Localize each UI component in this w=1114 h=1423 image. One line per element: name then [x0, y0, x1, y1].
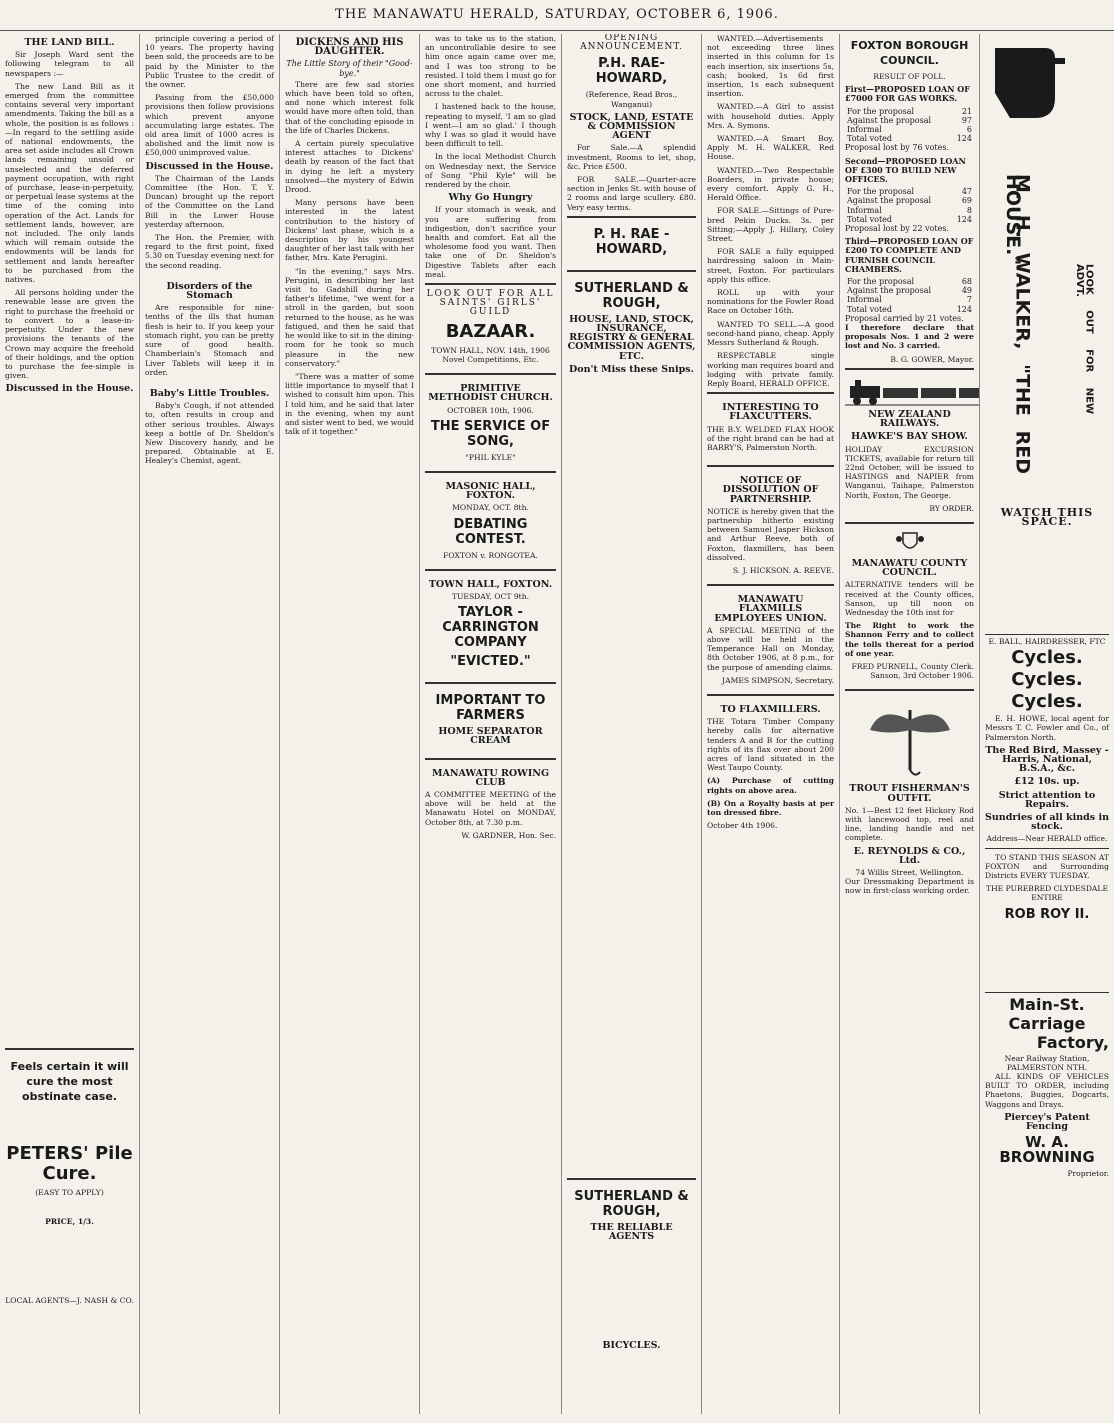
ad-sundries: Sundries of all kinds in stock.	[985, 812, 1109, 833]
classified-ad: WANTED TO SELL.—A good second-hand piano, cheap. Apply Messrs Sutherland & Rough.	[707, 319, 835, 348]
coat-of-arms-icon	[895, 529, 925, 555]
fishing-fly-icon	[860, 700, 960, 780]
poll-row-label: Against the proposal	[847, 115, 932, 125]
poll-row	[845, 286, 974, 295]
article-paragraph: Baby's Cough, if not attended to, often results in croup and other serious troubles. Always keep a bottle of Dr. Sheldon's New Discovery handy, and be prepared. Obtainable at E. Healey's Chemist, agent.	[145, 401, 274, 466]
poll-row	[845, 107, 974, 116]
ad-address: Near Railway Station, PALMERSTON NTH.	[1004, 1053, 1090, 1072]
column-wanted	[702, 34, 840, 1414]
classified-ad: WANTED.—A Girl to assist with household duties. Apply Mrs. A. Symons.	[707, 102, 834, 130]
advert-county	[845, 522, 974, 685]
advert-rowing	[425, 758, 556, 845]
ad-subtitle: (Reference, Read Bros., Wanganui)	[585, 90, 678, 109]
article-paragraph: principle covering a period of 10 years. The property having been sold, the proceeds are to be paid by the Minister to the Public Trustee to the credit of the owner.	[145, 34, 274, 90]
ad-text: ALL KINDS OF VEHICLES BUILT TO ORDER, including Phaetons, Buggies, Dogcarts, Waggons and Drays.	[985, 1072, 1109, 1109]
poll-row-count: 6	[966, 125, 972, 135]
advert-railways	[845, 368, 974, 518]
article-paragraph: The Chairman of the Lands Committee (the Hon. T. Y. Duncan) brought up the report of the Committee on the Land Bill in the Lower House yesterday afternoon.	[145, 173, 274, 229]
notice-title: NOTICE OF DISSOLUTION OF PARTNERSHIP.	[722, 475, 819, 505]
cycles-heading-1: Cycles.	[1011, 647, 1083, 669]
tender-option-b: (B) On a Royalty basis at per ton dressed fibre.	[707, 798, 834, 818]
poll-row-count: 97	[961, 115, 972, 125]
carriage-factory: Factory,	[1036, 1032, 1109, 1052]
ad-subtitle: THE RELIABLE AGENTS	[590, 1222, 673, 1243]
ad-date: TUESDAY, OCT 9th.	[451, 591, 530, 601]
ad-fencing: Piercey's Patent Fencing	[1004, 1111, 1090, 1133]
ad-text: No. 1—Best 12 feet Hickory Rod with lancewood top, reel and line, landing handle and net complete.	[845, 805, 974, 843]
ad-title: MANAWATU COUNTY COUNCIL.	[851, 557, 968, 579]
ad-detail: HOME SEPARATOR CREAM	[438, 726, 543, 747]
poll-result: Proposal lost by 22 votes.	[845, 224, 950, 234]
column-dickens-cont	[420, 34, 562, 1414]
poll-row-count: 69	[961, 196, 972, 206]
advert-bazaar	[425, 283, 556, 369]
poll-row-label: Informal	[847, 125, 882, 135]
divider	[985, 848, 1109, 849]
watch-space: WATCH THIS SPACE.	[1000, 506, 1094, 529]
advert-rae-howard-2	[567, 216, 696, 266]
classified-ad: RESPECTABLE single working man requires board and lodging with private family. Reply Board, HERALD OFFICE.	[707, 351, 834, 388]
poll-row-count: 21	[961, 106, 972, 116]
notice-signature: JAMES SIMPSON, Secretary.	[722, 675, 834, 685]
ad-signature: W. GARDNER, Hon. Sec.	[461, 830, 556, 840]
poll-row-count: 124	[956, 134, 972, 144]
section-heading: Baby's Little Troubles.	[149, 387, 270, 399]
classified-ad: ROLL up with your nominations for the Fowler Road Race on October 16th.	[707, 288, 834, 316]
advert-debate	[425, 471, 556, 565]
poll-row	[845, 215, 974, 224]
notice-signature: S. J. HICKSON. A. REEVE.	[732, 565, 834, 575]
ad-title: P.H. RAE-HOWARD,	[595, 56, 668, 87]
ad-address: 74 Willis Street, Wellington.	[855, 867, 964, 877]
ad-subtitle: RESULT OF POLL.	[873, 72, 946, 81]
poll-row-count: 124	[956, 214, 972, 224]
advert-cycles	[985, 634, 1109, 1178]
ad-title: MANAWATU ROWING CLUB	[431, 767, 550, 788]
notice-text: A SPECIAL MEETING of the above will be held in the Temperance Hall on Monday, 8th October 1906, at 8 p.m., for the purpose of amending claims.	[707, 625, 834, 672]
ad-text: E. H. HOWE, local agent for Messrs T. C. Fowler and Co., of Palmerston North.	[985, 714, 1109, 742]
ad-text: Our Dressmaking Department is now in first-class working order.	[845, 877, 974, 896]
advert-sutherland	[567, 270, 696, 382]
ad-title: SUTHERLAND & ROUGH,	[574, 1189, 689, 1219]
ad-title: TOWN HALL, FOXTON.	[428, 578, 553, 590]
poll-row	[845, 125, 974, 134]
column-rae-howard	[562, 34, 702, 1414]
classified-ad: FOR SALE.—Sittings of Pure-bred Pekin Ducks. 3s. per Sitting;—Apply J. Hillary, Coley Street.	[707, 206, 834, 244]
ad-text: FOR SALE.—Quarter-acre section in Jenks St. with house of 2 rooms and large scullery. £80. Very easy terms.	[567, 175, 696, 212]
article-paragraph: "In the evening," says Mrs. Perugini, in describing her last visit to Gadshill during her father's lifetime, "we went for a stroll in the garden, but soon returned to the house, as he was fatigued, and then he said that he would like to sit in the dining-room for he took so much pleasure in the new conservatory."	[285, 266, 414, 368]
ad-title: FOXTON BOROUGH COUNCIL.	[850, 39, 969, 67]
ad-headline: HAWKE'S BAY SHOW.	[851, 431, 968, 443]
pointing-hand-icon	[985, 38, 1075, 128]
poll-row	[845, 295, 974, 304]
advert-play	[425, 569, 556, 678]
ad-repairs: Strict attention to Repairs.	[998, 789, 1096, 810]
notice-dissolution	[707, 465, 834, 580]
poll-row-label: Informal	[847, 295, 882, 305]
poll-label: Second—PROPOSED LOAN OF £300 TO BUILD NEW OFFICES.	[845, 155, 966, 185]
ad-text: TO STAND THIS SEASON AT FOXTON and Surrounding Districts EVERY TUESDAY.	[985, 852, 1109, 881]
poll-label: First—PROPOSED LOAN OF £7000 FOR GAS WORKS.	[845, 84, 970, 104]
notice-text: THE Totara Timber Company hereby calls for alternative tenders A and B for the cutting rights of its flax over about 200 acres of land situated in the West Taupo County.	[707, 717, 834, 773]
poll-row-label: Total voted	[847, 214, 893, 224]
poll-row-count: 47	[961, 187, 972, 197]
ad-headline: IMPORTANT TO FARMERS	[435, 693, 546, 724]
advert-sutherland-2	[567, 1178, 696, 1359]
ad-proprietor: W. A. BROWNING	[999, 1133, 1095, 1167]
divider	[985, 992, 1109, 993]
poll-row	[845, 187, 974, 196]
poll-row-count: 68	[961, 277, 972, 287]
poll-results	[845, 85, 974, 323]
ad-trade: STOCK, LAND, ESTATE & COMMISSION AGENT	[569, 111, 694, 142]
notice-flaxmillers	[707, 694, 834, 835]
advert-trout	[845, 689, 974, 904]
poll-result: Proposal lost by 76 votes.	[845, 143, 950, 153]
ad-pretitle: LOOK OUT FOR ALL SAINTS' GIRLS' GUILD	[426, 289, 555, 318]
poll-row-count: 49	[961, 286, 972, 296]
ad-title: ROB ROY II.	[1004, 906, 1090, 922]
ad-headline: DEBATING CONTEST.	[453, 516, 528, 547]
poll-row	[845, 116, 974, 125]
poll-row-label: Against the proposal	[847, 196, 932, 206]
poll-row-label: For the proposal	[847, 187, 915, 197]
ad-address: Address—Near HERALD office.	[986, 834, 1108, 844]
ad-text: HOLIDAY EXCURSION TICKETS, available for return till 22nd October, will be issued to HASTINGS and NAPIER from Wanganui, Taihape, Palmerston North, Foxton, The George.	[845, 444, 974, 500]
section-heading: Why Go Hungry	[448, 192, 533, 204]
poll-row	[845, 277, 974, 286]
poll-row-label: Against the proposal	[847, 286, 932, 296]
notice-title: MANAWATU FLAXMILLS EMPLOYEES UNION.	[714, 594, 827, 624]
hairdresser: E. BALL, HAIRDRESSER, FTC	[985, 634, 1109, 646]
article-paragraph: There are few sad stories which have been told so often, and none which interest folk would have more often told, than that of the concluding episode in the life of Charles Dickens.	[285, 79, 414, 135]
ad-subtitle: (EASY TO APPLY)	[35, 1188, 104, 1197]
poll-result: Proposal carried by 21 votes.	[845, 313, 964, 323]
ad-proprietor-title: Proprietor.	[1067, 1169, 1109, 1179]
ad-headline: TAYLOR - CARRINGTON COMPANY	[442, 605, 539, 651]
notice-date: October 4th 1906.	[707, 821, 778, 831]
ad-title: P. H. RAE - HOWARD,	[593, 226, 670, 257]
advert-flax-hook	[707, 392, 834, 461]
ad-subtitle: HOUSE, LAND, STOCK, INSURANCE, REGISTRY & GENERAL COMMISSION AGENTS, ETC.	[567, 313, 696, 362]
article-paragraph: "There was a matter of some little importance to myself that I wished to consult him upon. This I told him, and he said that later in the evening, when my aunt and sister went to bed, we would talk of it together."	[285, 371, 414, 437]
ad-title: MASONIC HALL, FOXTON.	[445, 480, 536, 502]
ad-title: BAZAAR.	[445, 320, 536, 342]
new-advt-vertical: LOOK OUT FOR NEW ADVT.	[1074, 264, 1095, 414]
poll-row-label: For the proposal	[847, 277, 915, 287]
advert-church	[425, 373, 556, 467]
article-paragraph: The Hon. the Premier, with regard to the first point, fixed 5.30 on Tuesday evening next for the second reading.	[145, 233, 274, 270]
ad-text: For Sale.—A splendid investment, Rooms to let, shop, &c. Price £500.	[567, 143, 696, 171]
ad-price: PRICE, 1/3.	[45, 1217, 94, 1227]
train-icon	[845, 378, 980, 406]
article-paragraph: All persons holding under the renewable lease are given the right to purchase the freehold or to convert to a lease-in-perpetuity. Under the new provisions the tenants of the Crown may acquire the freehold of their holdings, and the option to purchase the fee-simple is given.	[5, 288, 134, 381]
classified-ad: WANTED.—Two Respectable Boarders, in private house; every comfort. Apply G. H., Herald Office.	[707, 165, 834, 203]
notice-text: NOTICE is hereby given that the partnership hitherto existing between Samuel Jasper Hickson and Arthur Reeve, both of Foxton, flaxmillers, has been dissolved.	[707, 506, 834, 562]
ad-text: THE B.Y. WELDED FLAX HOOK of the right brand can be had at BARRY'S, Palmerston North.	[707, 424, 834, 452]
tender-option-a: (A) Purchase of cutting rights on above area.	[707, 776, 834, 795]
poll-row	[845, 305, 974, 314]
poll-row-label: For the proposal	[847, 106, 915, 116]
ad-brand: PETERS' Pile Cure.	[6, 1143, 133, 1184]
classified-ad: WANTED.—A Smart Boy. Apply M. H. WALKER, Red House.	[707, 134, 834, 162]
ad-title: SUTHERLAND & ROUGH,	[574, 280, 689, 311]
column-dickens	[280, 34, 420, 1414]
article-subtitle: The Little Story of their "Good-bye."	[286, 59, 413, 78]
ad-pretitle: OPENING ANNOUNCEMENT.	[580, 34, 683, 53]
article-paragraph: A certain purely speculative interest attaches to Dickens' death by reason of the fact that in dying he left a mystery unsolved—the mystery of Edwin Drood.	[285, 139, 414, 195]
section-heading: Disorders of the Stomach	[166, 280, 253, 302]
ad-subtitle: THE PUREBRED CLYDESDALE ENTIRE	[986, 884, 1108, 903]
ad-detail: "EVICTED."	[450, 654, 531, 670]
ad-title: INTERESTING TO FLAXCUTTERS.	[722, 402, 819, 423]
ad-brands: The Red Bird, Massey - Harris, National, B.S.A., &c.	[985, 744, 1109, 775]
poll-row	[845, 134, 974, 143]
ad-headline: THE SERVICE OF SONG,	[430, 418, 551, 449]
masthead: THE MANAWATU HERALD, SATURDAY, OCTOBER 6, 1906.	[0, 0, 1114, 31]
mayor-signature: B. G. GOWER, Mayor.	[890, 354, 974, 364]
ad-signature: FRED PURNELL, County Clerk. Sanson, 3rd October 1906.	[851, 661, 974, 681]
ad-detail: BICYCLES.	[602, 1340, 661, 1352]
poll-table	[845, 187, 974, 224]
poll-row	[845, 196, 974, 205]
ad-title: TROUT FISHERMAN'S OUTFIT.	[849, 783, 970, 804]
article-title: DICKENS AND HIS DAUGHTER.	[295, 37, 404, 58]
ad-note: Novel Competitions, Etc.	[442, 354, 539, 364]
article-paragraph: I hastened back to the house, repeating to myself, 'I am so glad I went—I am so glad.' I though why I was so glad it would have been difficult to tell.	[425, 102, 556, 149]
ad-detail: "PHIL KYLE"	[465, 452, 516, 462]
ad-title: PRIMITIVE METHODIST CHURCH.	[428, 383, 553, 404]
poll-table	[845, 107, 974, 144]
article-paragraph: was to take us to the station, an uncontrollable desire to see him once again came over me, and I was too strong to be resisted. I told them I must go for one short moment, and hurried across to the chalet.	[425, 34, 556, 99]
article-paragraph: If your stomach is weak, and you are suffering from indigestion, don't sacrifice your health and comfort. Eat all the wholesome food you want. Then take one of Dr. Sheldon's Digestive Tablets after each meal.	[425, 205, 556, 279]
ad-detail: FOXTON v. RONGOTEA.	[443, 550, 538, 560]
ad-headline: Feels certain it will cure the most obstinate case.	[10, 1060, 129, 1103]
ad-bold-text: The Right to work the Shannon Ferry and to collect the tolls thereat for a period of one year.	[845, 621, 974, 658]
ad-firm: E. REYNOLDS & CO., Ltd.	[853, 845, 966, 866]
article-paragraph: Are responsible for nine-tenths of the ills that human flesh is heir to. If you keep your stomach right, you can be pretty sure of good health. Chamberlain's Stomach and Liver Tablets will keep it in order.	[145, 303, 274, 377]
column-land-bill	[0, 34, 140, 1414]
poll-row-count: 8	[966, 205, 972, 215]
article-paragraph: In the local Methodist Church on Wednesday next, the Service of Song "Phil Kyle" will be rendered by the choir.	[425, 152, 556, 190]
classified-ad: WANTED.—Advertisements not exceeding three lines inserted in this column for 1s each insertion, six insertions 5s, cash; booked, 1s 6d first insertion, 1s each subsequent insertion.	[707, 34, 834, 99]
article-title: THE LAND BILL.	[24, 37, 115, 48]
ad-price: £12 10s. up.	[1014, 776, 1080, 788]
carriage-heading: Carriage	[1008, 1013, 1086, 1033]
cycles-heading-2: Cycles.	[1011, 669, 1083, 691]
poll-declaration: I therefore declare that proposals Nos. 1 and 2 were lost and No. 3 carried.	[845, 323, 974, 351]
notice-union	[707, 584, 834, 690]
column-land-bill-cont	[140, 34, 280, 1414]
article-paragraph: Sir Joseph Ward sent the following telegram to all newspapers :—	[5, 50, 134, 78]
ad-text: ALTERNATIVE tenders will be received at the County offices, Sanson, up till noon on Wednesday the 10th inst for	[845, 580, 974, 617]
carriage-main: Main-St.	[1009, 994, 1085, 1014]
poll-row	[845, 206, 974, 215]
article-paragraph: The new Land Bill as it emerged from the committee contains several very important amendments. Taking the bill as a whole, the position is as follows :—In regard to the settling aside of national endowments, the area set aside includes all Crown lands remaining unsold or unselected and the deferred payment occupation, with right of purchase, lease-in-perpetuity, or perpetual lease systems at the time of the coming into operation of the Act. Lands for settlement lands, however, are not included. The only lands which will remain outside the endowments will be lands for settlement and lands hereafter to be purchased from the natives.	[5, 81, 134, 285]
ad-text: A COMMITTEE MEETING of the above will be held at the Manawatu Hotel on MONDAY, October 8th, at 7.30 p.m.	[425, 789, 556, 827]
poll-row-label: Informal	[847, 205, 882, 215]
ad-note: Don't Miss these Snips.	[569, 363, 694, 375]
ad-signature: BY ORDER.	[929, 503, 974, 513]
cycles-heading-3: Cycles.	[1011, 691, 1083, 713]
column-walker	[980, 34, 1114, 1414]
ad-date: MONDAY, OCT. 8th.	[452, 503, 529, 513]
ad-detail: TOWN HALL, NOV. 14th, 1906	[431, 345, 550, 355]
classified-ad: FOR SALE a fully equipped hairdressing saloon in Main-street, Foxton. For particulars apply this office.	[707, 247, 834, 284]
advert-peters	[5, 1048, 134, 1311]
advert-farmers	[425, 682, 556, 753]
poll-row-label: Total voted	[847, 134, 893, 144]
poll-row-count: 7	[966, 295, 972, 305]
ad-footer: LOCAL AGENTS—J. NASH & CO.	[5, 1296, 134, 1306]
article-paragraph: Many persons have been interested in the latest contribution to the history of Dickens' last phase, which is a description by his youngest daughter of her last talk with her father, Mrs. Kate Perugini.	[285, 198, 414, 263]
walker-red-house-vertical: M. H. WALKER, "THE RED HOUSE."	[1002, 174, 1034, 474]
poll-row-label: Total voted	[847, 304, 893, 314]
ad-date: OCTOBER 10th, 1906.	[447, 405, 534, 415]
section-heading: Discussed in the House.	[5, 383, 134, 395]
ad-title: NEW ZEALAND RAILWAYS.	[868, 408, 951, 430]
poll-row-count: 124	[956, 304, 972, 314]
notice-title: TO FLAXMILLERS.	[720, 703, 821, 715]
poll-table	[845, 277, 974, 314]
poll-label: Third—PROPOSED LOAN OF £200 TO COMPLETE AND FURNISH COUNCIL CHAMBERS.	[845, 236, 974, 274]
article-paragraph: Passing from the £50,000 provisions then follow provisions which prevent anyone accumulating large estates. The old area limit of 1000 acres is abolished and the limit now is £50,000 unimproved value.	[145, 93, 274, 158]
section-heading: Discussed in the House.	[145, 160, 274, 172]
column-council	[840, 34, 980, 1414]
